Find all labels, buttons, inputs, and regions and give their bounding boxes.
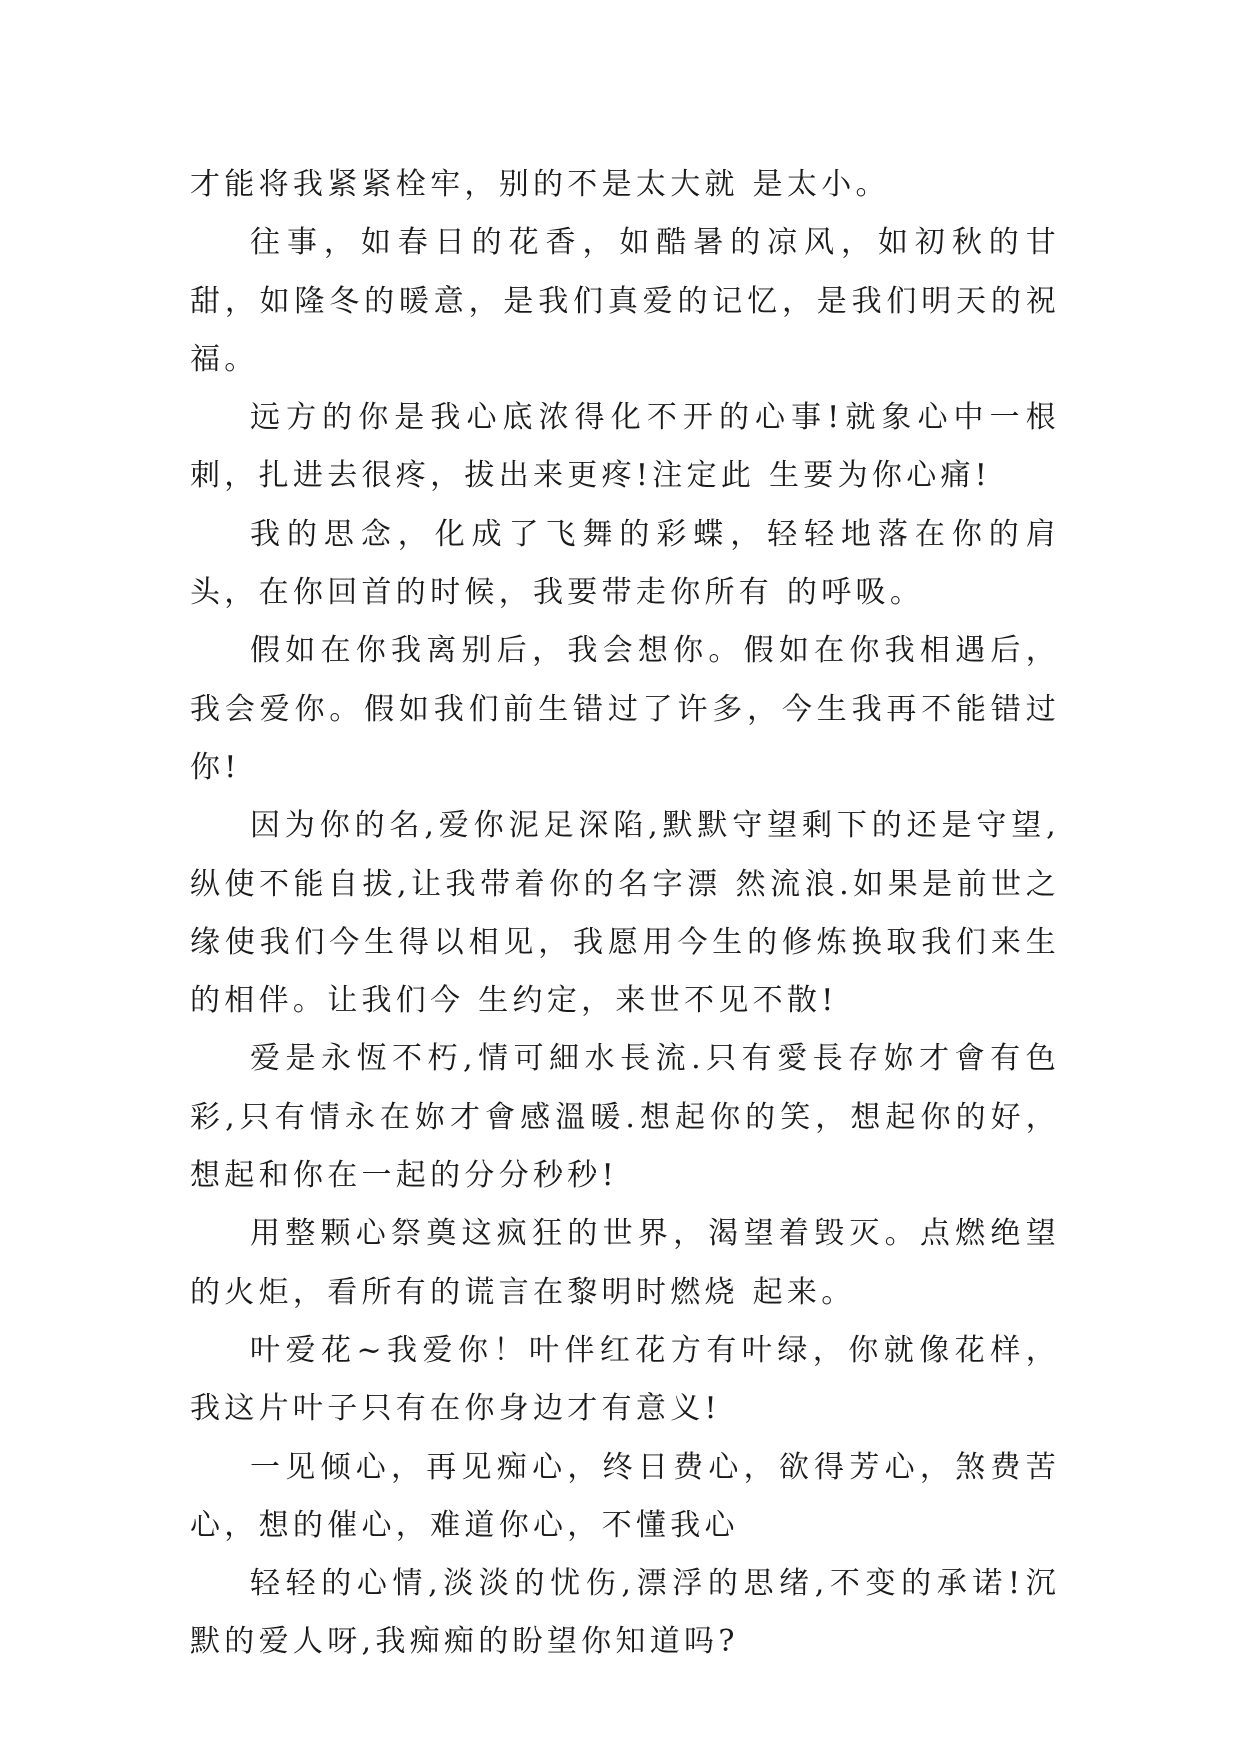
paragraph: 爱是永恆不朽,情可細水長流.只有愛長存妳才會有色彩,只有情永在妳才會感溫暖.想起你的笑，想起你的好，想起和你在一起的分分秒秒! [190, 1041, 1060, 1194]
paragraph: 轻轻的心情,淡淡的忧伤,漂浮的思绪,不变的承诺!沉默的爱人呀,我痴痴的盼望你知道吗? [190, 1566, 1060, 1660]
paragraph: 假如在你我离别后，我会想你。假如在你我相遇后，我会爱你。假如我们前生错过了许多，今生我再不能错过你! [190, 633, 1060, 785]
paragraph: 我的思念，化成了飞舞的彩蝶，轻轻地落在你的肩头，在你回首的时候，我要带走你所有 的呼吸。 [190, 516, 1060, 611]
paragraph-continued: 才能将我紧紧栓牢，别的不是太大就 是太小。 [190, 167, 890, 202]
document-body [190, 156, 1060, 1672]
paragraph: 往事，如春日的花香，如酷暑的凉风，如初秋的甘甜，如隆冬的暖意，是我们真爱的记忆，是我们明天的祝福。 [190, 225, 1060, 377]
paragraph: 用整颗心祭奠这疯狂的世界，渴望着毁灭。点燃绝望的火炬，看所有的谎言在黎明时燃烧 起来。 [190, 1216, 1060, 1310]
paragraph: 远方的你是我心底浓得化不开的心事!就象心中一根刺，扎进去很疼，拔出来更疼!注定此 生要为你心痛! [190, 400, 1060, 494]
paragraph: 叶爱花~我爱你！叶伴红花方有叶绿，你就像花样，我这片叶子只有在你身边才有意义! [190, 1332, 1060, 1427]
paragraph: 因为你的名,爱你泥足深陷,默默守望剩下的还是守望,纵使不能自拔,让我带着你的名字漂 然流浪.如果是前世之缘使我们今生得以相见，我愿用今生的修炼换取我们来生的相伴。让我们今 生约定，来世不见不散! [190, 808, 1060, 1019]
paragraph: 一见倾心，再见痴心，终日费心，欲得芳心，煞费苦心，想的催心，难道你心，不懂我心 [190, 1449, 1060, 1543]
